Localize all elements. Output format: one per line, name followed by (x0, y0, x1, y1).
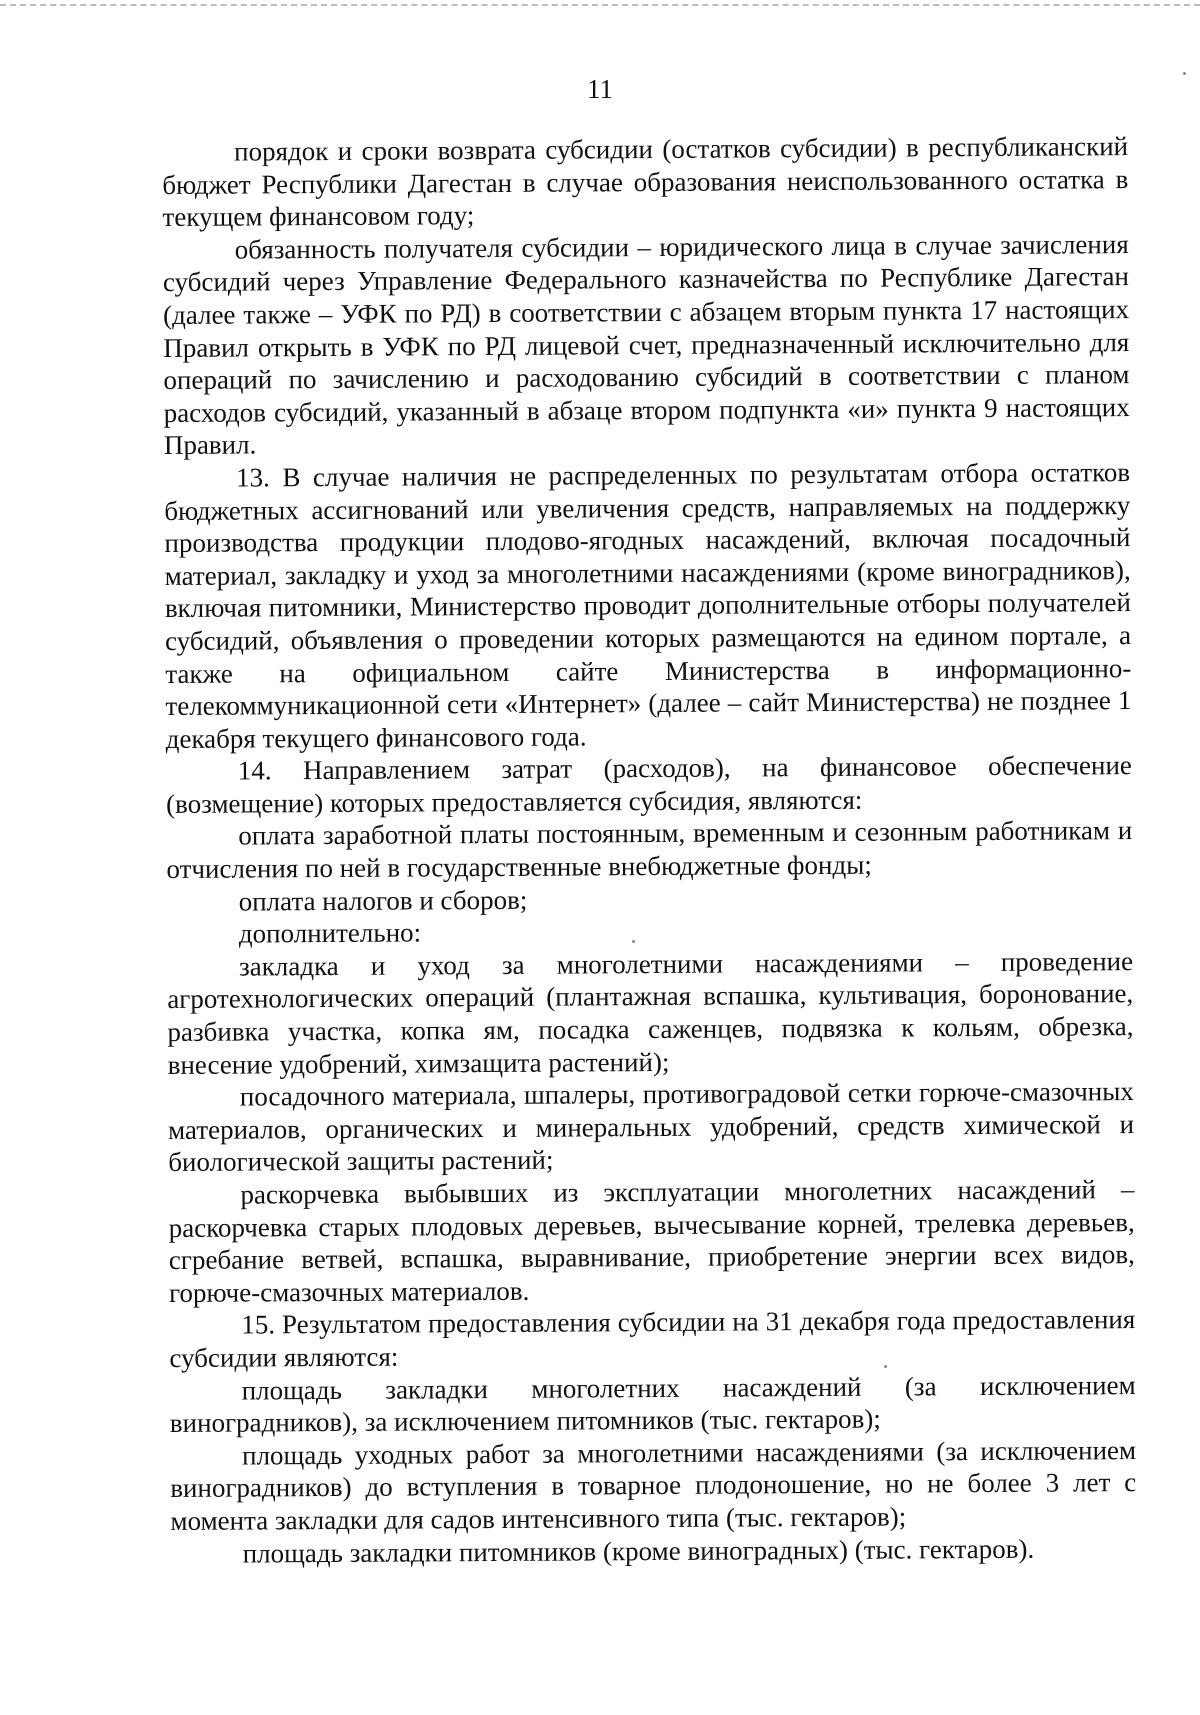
paragraph-planting-care: закладка и уход за многолетними насаждениями – проведение агротехнологических операций (плантажная вспашка, культивация, боронование, разбивка участка, копка ям, посадка саженцев, подвязка к кольям, обрезка, внесение удобрений, химзащита растений); (167, 945, 1134, 1080)
paragraph-item-15: 15. Результатом предоставления субсидии на 31 декабря года предоставления субсидии являются: (169, 1304, 1136, 1373)
paragraph-planting-area: площадь закладки многолетних насаждений (за исключением виноградников), за исключением питомников (тыс. гектаров); (169, 1369, 1136, 1439)
page-number: 11 (587, 74, 613, 104)
scan-speck (884, 1365, 887, 1368)
paragraph-recipient-obligation: обязанность получателя субсидии – юридического лица в случае зачисления субсидий через Управление Федерального казначейства по Республике Дагестан (далее также – УФК по РД) в соответствии с абзацем вторым пункта 17 настоящих Правил открыть в УФК по РД лицевой счет, предназначенный исключительно для операций по зачислению и расходованию субсидий в соответствии с планом расходов субсидий, указанный в абзаце втором подпункта «и» пункта 9 настоящих Правил. (162, 228, 1130, 461)
scan-speck (1183, 72, 1186, 75)
paragraph-salary-payment: оплата заработной платы постоянным, временным и сезонным работникам и отчисления по ней в государственные внебюджетные фонды; (166, 815, 1133, 885)
scan-top-edge (0, 4, 1200, 6)
scan-speck (632, 940, 635, 943)
paragraph-uprooting: раскорчевка выбывших из эксплуатации многолетних насаждений – раскорчевка старых плодовых деревьев, вычесывание корней, трелевка деревьев, сгребание ветвей, вспашка, выравнивание, приобретение энергии всех видов, горюче-смазочных материалов. (168, 1174, 1135, 1308)
paragraph-taxes: оплата налогов и сборов; (238, 884, 528, 917)
paragraph-refund-procedure: порядок и сроки возврата субсидии (остатков субсидии) в республиканский бюджет Республики Дагестан в случае образования неиспользованного остатка в текущем финансовом году; (162, 131, 1129, 233)
document-body (162, 130, 1137, 1570)
paragraph-item-14: 14. Направлением затрат (расходов), на финансовое обеспечение (возмещение) которых предоставляется субсидия, являются: (165, 750, 1132, 819)
paragraph-care-area: площадь уходных работ за многолетними насаждениями (за исключением виноградников) до вступления в товарное плодоношение, но не более 3 лет с момента закладки для садов интенсивного типа (тыс. гектаров); (170, 1434, 1137, 1536)
paragraph-additionally: дополнительно: (238, 917, 422, 949)
paragraph-planting-material: посадочного материала, шпалеры, противоградовой сетки горюче-смазочных материалов, органических и минеральных удобрений, средств химической и биологической защиты растений; (167, 1076, 1135, 1178)
paragraph-nursery-area: площадь закладки питомников (кроме виноградных) (тыс. гектаров). (242, 1533, 1035, 1569)
paragraph-item-13: 13. В случае наличия не распределенных по результатам отбора остатков бюджетных ассигнований или увеличения средств, направляемых на поддержку производства продукции плодово-ягодных насаждений, включая посадочный материал, закладку и уход за многолетними насаждениями (кроме виноградников), включая питомники, Министерство проводит дополнительные отборы получателей субсидий, объявления о проведении которых размещаются на едином портале, а также на официальном сайте Министерства в информационно-телекоммуникационной сети «Интернет» (далее – сайт Министерства) не позднее 1 декабря текущего финансового года. (164, 457, 1132, 754)
